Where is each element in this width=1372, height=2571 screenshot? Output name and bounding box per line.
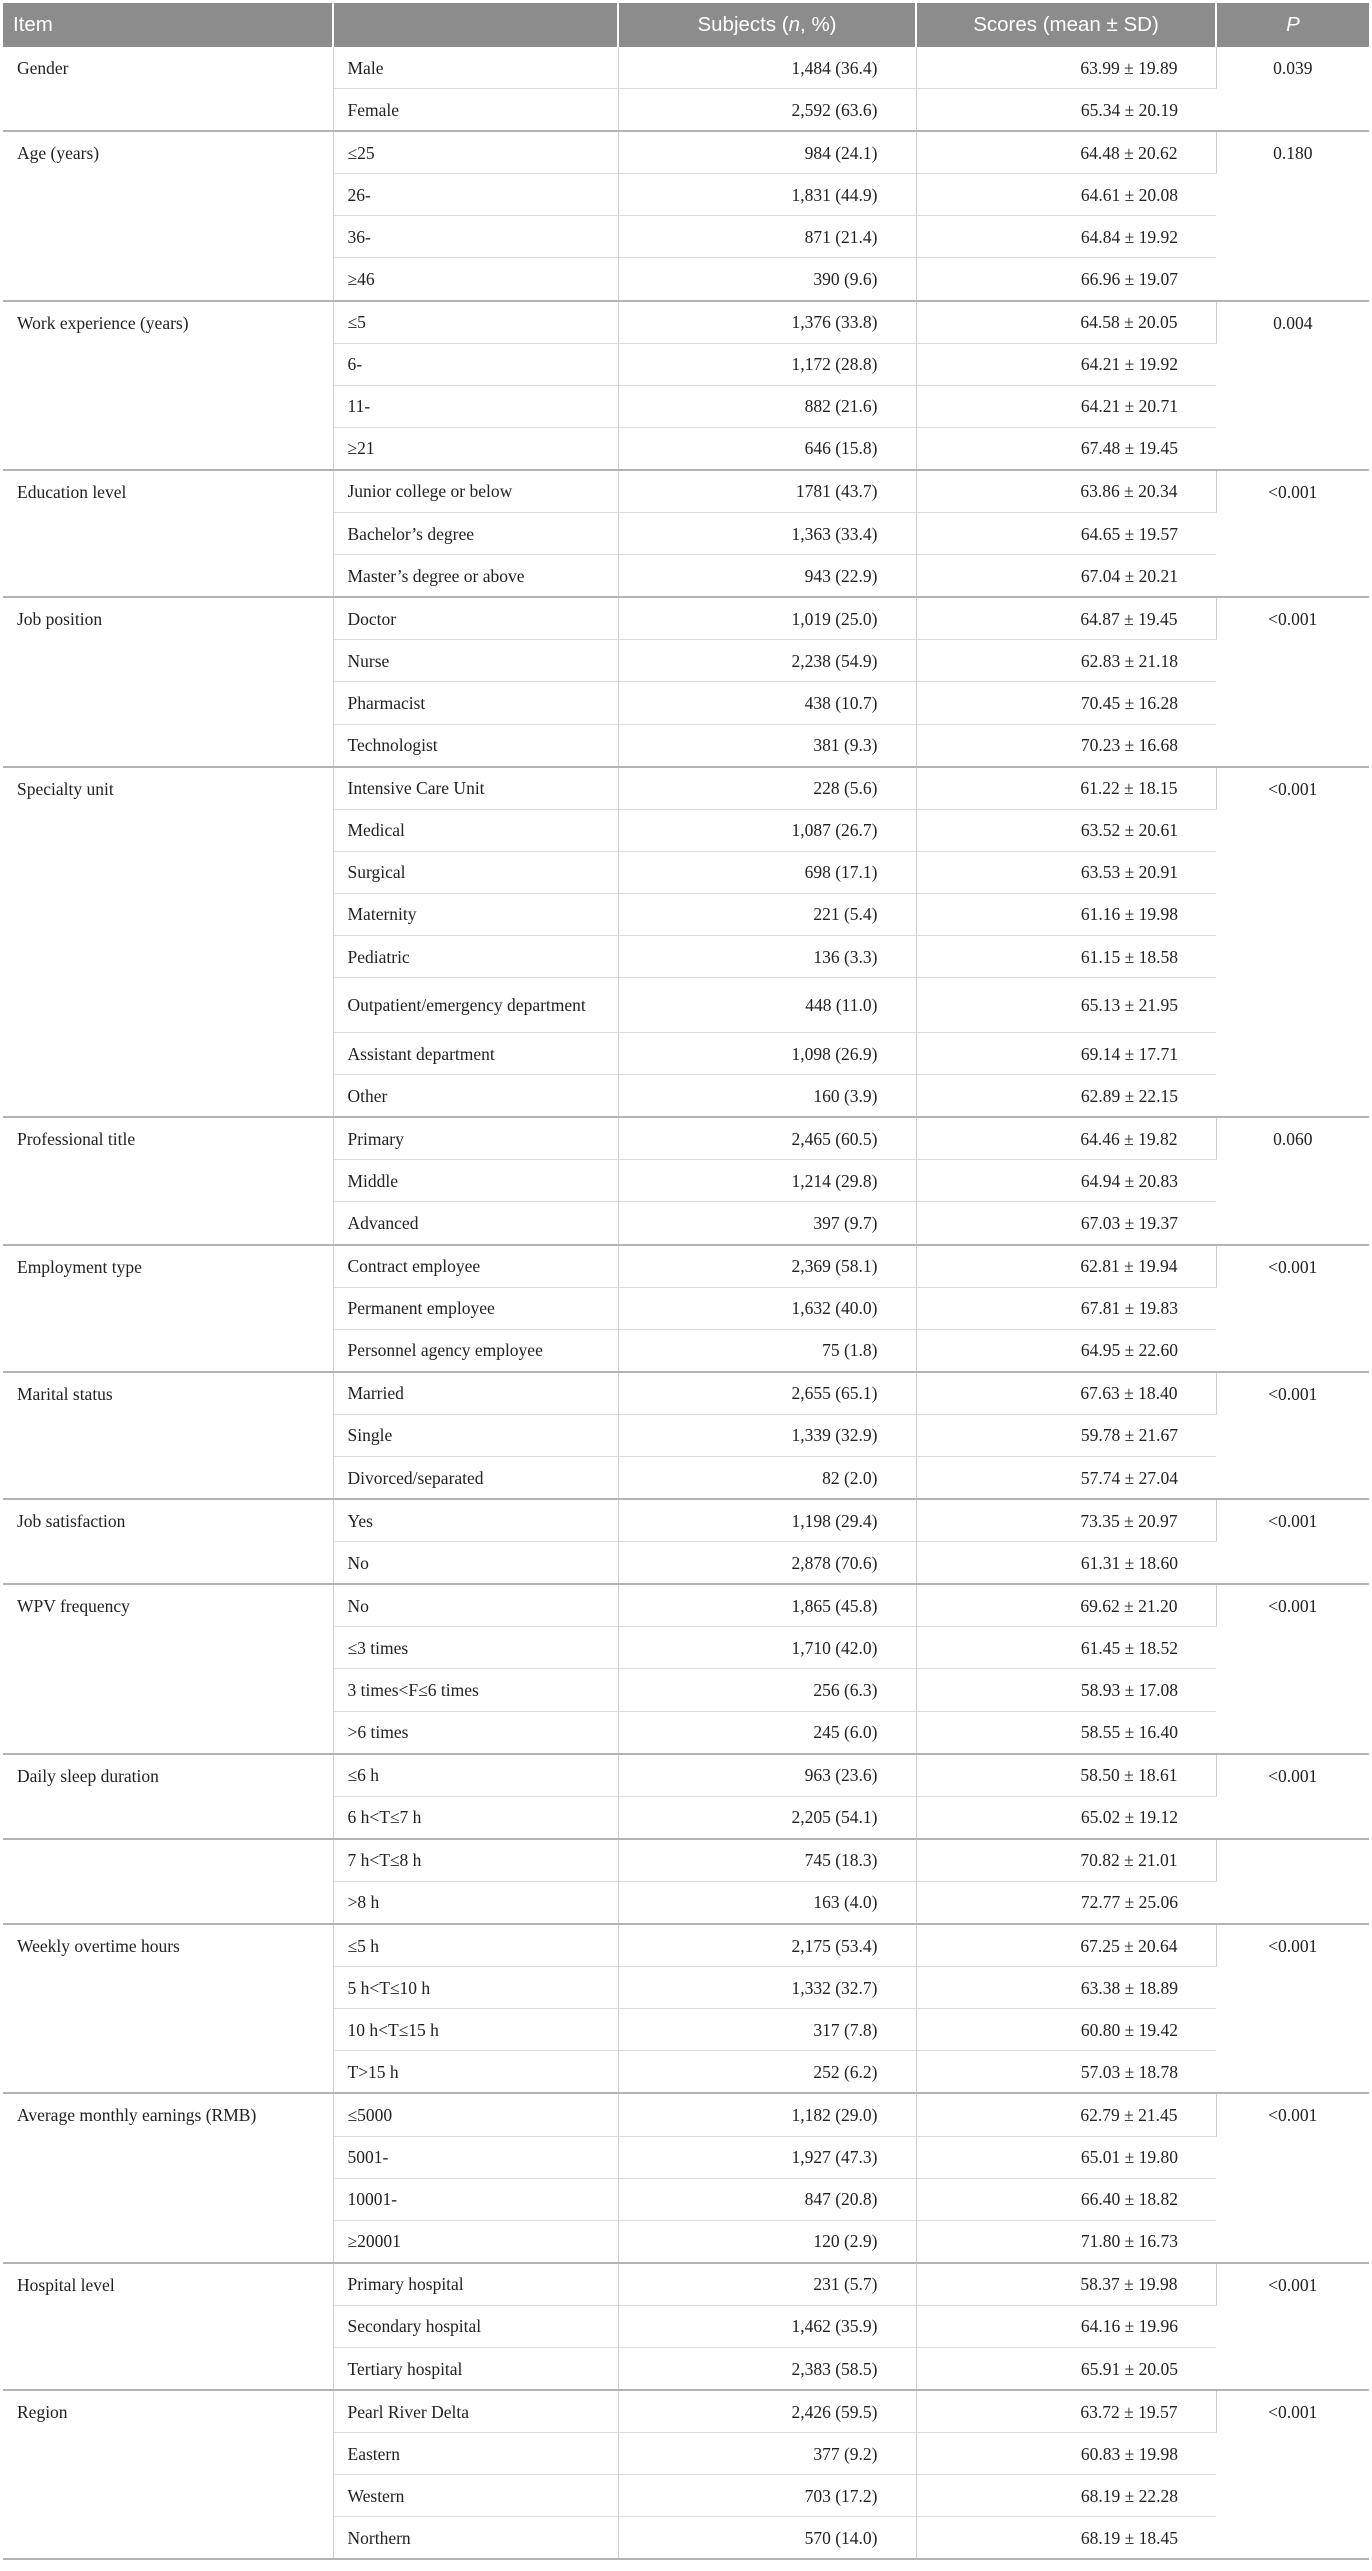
row-item-label: Region bbox=[3, 2390, 333, 2559]
row-scores: 63.52 ± 20.61 bbox=[916, 809, 1216, 851]
row-subjects: 1,214 (29.8) bbox=[618, 1160, 916, 1202]
row-p-value: <0.001 bbox=[1216, 470, 1369, 597]
table-row bbox=[3, 1924, 1369, 1967]
table-row bbox=[3, 1245, 1369, 1288]
row-scores: 61.15 ± 18.58 bbox=[916, 935, 1216, 977]
table-row bbox=[3, 2093, 1369, 2136]
row-subjects: 2,426 (59.5) bbox=[618, 2390, 916, 2433]
header-subjects bbox=[618, 3, 916, 47]
row-scores: 63.99 ± 19.89 bbox=[916, 47, 1216, 89]
row-subjects: 231 (5.7) bbox=[618, 2263, 916, 2306]
row-category: Maternity bbox=[333, 893, 618, 935]
row-scores: 64.48 ± 20.62 bbox=[916, 131, 1216, 174]
row-subjects: 1,198 (29.4) bbox=[618, 1499, 916, 1542]
row-subjects: 703 (17.2) bbox=[618, 2475, 916, 2517]
row-subjects: 2,878 (70.6) bbox=[618, 1542, 916, 1585]
row-item-label: Gender bbox=[3, 47, 333, 131]
row-scores: 58.37 ± 19.98 bbox=[916, 2263, 1216, 2306]
row-scores: 58.50 ± 18.61 bbox=[916, 1754, 1216, 1797]
row-scores: 64.95 ± 22.60 bbox=[916, 1329, 1216, 1372]
row-category: ≥46 bbox=[333, 258, 618, 301]
row-p-value: 0.060 bbox=[1216, 1117, 1369, 1244]
row-scores: 67.48 ± 19.45 bbox=[916, 427, 1216, 470]
row-p-value: <0.001 bbox=[1216, 1372, 1369, 1499]
row-item-label: Education level bbox=[3, 470, 333, 597]
row-scores: 66.96 ± 19.07 bbox=[916, 258, 1216, 301]
row-category: Western bbox=[333, 2475, 618, 2517]
row-category: 7 h<T≤8 h bbox=[333, 1839, 618, 1882]
row-category: Pharmacist bbox=[333, 682, 618, 724]
row-subjects: 2,383 (58.5) bbox=[618, 2347, 916, 2390]
row-category: Married bbox=[333, 1372, 618, 1415]
row-category: ≤5 bbox=[333, 301, 618, 344]
table-row bbox=[3, 47, 1369, 89]
row-scores: 67.63 ± 18.40 bbox=[916, 1372, 1216, 1415]
row-category: Yes bbox=[333, 1499, 618, 1542]
table-row bbox=[3, 1754, 1369, 1797]
table-body bbox=[3, 47, 1369, 2559]
row-subjects: 1,831 (44.9) bbox=[618, 174, 916, 216]
row-category: Medical bbox=[333, 809, 618, 851]
row-category: Personnel agency employee bbox=[333, 1329, 618, 1372]
row-scores: 65.02 ± 19.12 bbox=[916, 1796, 1216, 1839]
row-item-label: Average monthly earnings (RMB) bbox=[3, 2093, 333, 2262]
row-subjects: 317 (7.8) bbox=[618, 2009, 916, 2051]
header-item: Item bbox=[3, 3, 333, 47]
row-p-value: <0.001 bbox=[1216, 1584, 1369, 1753]
row-scores: 60.83 ± 19.98 bbox=[916, 2433, 1216, 2475]
row-p-value: <0.001 bbox=[1216, 1754, 1369, 1839]
row-category: Pearl River Delta bbox=[333, 2390, 618, 2433]
row-category: Pediatric bbox=[333, 935, 618, 977]
row-scores: 61.16 ± 19.98 bbox=[916, 893, 1216, 935]
table-row bbox=[3, 2263, 1369, 2306]
row-scores: 58.55 ± 16.40 bbox=[916, 1711, 1216, 1754]
row-category: Female bbox=[333, 89, 618, 132]
row-category: 36- bbox=[333, 216, 618, 258]
row-subjects: 1,087 (26.7) bbox=[618, 809, 916, 851]
row-scores: 64.87 ± 19.45 bbox=[916, 597, 1216, 640]
row-subjects: 943 (22.9) bbox=[618, 555, 916, 598]
row-category: ≤5000 bbox=[333, 2093, 618, 2136]
row-subjects: 160 (3.9) bbox=[618, 1075, 916, 1118]
row-subjects: 2,175 (53.4) bbox=[618, 1924, 916, 1967]
row-category: 10 h<T≤15 h bbox=[333, 2009, 618, 2051]
row-scores: 67.81 ± 19.83 bbox=[916, 1287, 1216, 1329]
row-item-label: Job satisfaction bbox=[3, 1499, 333, 1584]
row-subjects: 438 (10.7) bbox=[618, 682, 916, 724]
row-scores: 59.78 ± 21.67 bbox=[916, 1414, 1216, 1456]
row-scores: 63.53 ± 20.91 bbox=[916, 851, 1216, 893]
row-category: Doctor bbox=[333, 597, 618, 640]
row-scores: 64.46 ± 19.82 bbox=[916, 1117, 1216, 1160]
row-scores: 65.34 ± 20.19 bbox=[916, 89, 1216, 132]
row-category: Permanent employee bbox=[333, 1287, 618, 1329]
row-scores: 62.89 ± 22.15 bbox=[916, 1075, 1216, 1118]
row-category: Technologist bbox=[333, 724, 618, 767]
row-subjects: 1,376 (33.8) bbox=[618, 301, 916, 344]
row-category: ≤3 times bbox=[333, 1627, 618, 1669]
row-category: 5 h<T≤10 h bbox=[333, 1967, 618, 2009]
row-subjects: 646 (15.8) bbox=[618, 427, 916, 470]
row-category: No bbox=[333, 1584, 618, 1627]
row-subjects: 448 (11.0) bbox=[618, 978, 916, 1033]
header-category bbox=[333, 3, 618, 47]
row-item-label: Marital status bbox=[3, 1372, 333, 1499]
row-subjects: 1,710 (42.0) bbox=[618, 1627, 916, 1669]
header-scores: Scores (mean ± SD) bbox=[916, 3, 1216, 47]
header-subjects-n: n bbox=[788, 13, 801, 36]
row-category: Nurse bbox=[333, 640, 618, 682]
table-row bbox=[3, 767, 1369, 810]
row-scores: 61.22 ± 18.15 bbox=[916, 767, 1216, 810]
row-category: Other bbox=[333, 1075, 618, 1118]
row-category: 6- bbox=[333, 343, 618, 385]
row-scores: 61.45 ± 18.52 bbox=[916, 1627, 1216, 1669]
row-category: ≥20001 bbox=[333, 2220, 618, 2263]
row-subjects: 1,019 (25.0) bbox=[618, 597, 916, 640]
row-subjects: 1,182 (29.0) bbox=[618, 2093, 916, 2136]
table-row bbox=[3, 2390, 1369, 2433]
row-scores: 65.01 ± 19.80 bbox=[916, 2136, 1216, 2178]
row-subjects: 245 (6.0) bbox=[618, 1711, 916, 1754]
row-subjects: 2,205 (54.1) bbox=[618, 1796, 916, 1839]
row-item-label: Work experience (years) bbox=[3, 301, 333, 470]
row-category: Male bbox=[333, 47, 618, 89]
row-subjects: 2,238 (54.9) bbox=[618, 640, 916, 682]
row-scores: 62.83 ± 21.18 bbox=[916, 640, 1216, 682]
row-scores: 71.80 ± 16.73 bbox=[916, 2220, 1216, 2263]
row-subjects: 1,927 (47.3) bbox=[618, 2136, 916, 2178]
row-subjects: 1,363 (33.4) bbox=[618, 513, 916, 555]
row-category: Eastern bbox=[333, 2433, 618, 2475]
row-scores: 67.03 ± 19.37 bbox=[916, 1202, 1216, 1245]
row-scores: 57.74 ± 27.04 bbox=[916, 1457, 1216, 1500]
table-row bbox=[3, 1372, 1369, 1415]
row-subjects: 75 (1.8) bbox=[618, 1329, 916, 1372]
row-scores: 68.19 ± 22.28 bbox=[916, 2475, 1216, 2517]
row-scores: 63.38 ± 18.89 bbox=[916, 1967, 1216, 2009]
row-category: Northern bbox=[333, 2517, 618, 2560]
row-subjects: 1781 (43.7) bbox=[618, 470, 916, 513]
row-subjects: 120 (2.9) bbox=[618, 2220, 916, 2263]
row-subjects: 377 (9.2) bbox=[618, 2433, 916, 2475]
row-item-label: Job position bbox=[3, 597, 333, 766]
row-subjects: 82 (2.0) bbox=[618, 1457, 916, 1500]
row-scores: 68.19 ± 18.45 bbox=[916, 2517, 1216, 2560]
row-scores: 69.14 ± 17.71 bbox=[916, 1033, 1216, 1075]
row-p-value: <0.001 bbox=[1216, 1499, 1369, 1584]
row-scores: 60.80 ± 19.42 bbox=[916, 2009, 1216, 2051]
row-category: 5001- bbox=[333, 2136, 618, 2178]
row-subjects: 698 (17.1) bbox=[618, 851, 916, 893]
row-p-value: <0.001 bbox=[1216, 2390, 1369, 2559]
row-category: Junior college or below bbox=[333, 470, 618, 513]
row-scores: 64.21 ± 19.92 bbox=[916, 343, 1216, 385]
row-scores: 62.79 ± 21.45 bbox=[916, 2093, 1216, 2136]
row-subjects: 963 (23.6) bbox=[618, 1754, 916, 1797]
row-scores: 67.25 ± 20.64 bbox=[916, 1924, 1216, 1967]
row-category: >6 times bbox=[333, 1711, 618, 1754]
row-subjects: 2,592 (63.6) bbox=[618, 89, 916, 132]
row-p-value: <0.001 bbox=[1216, 1924, 1369, 2093]
row-subjects: 2,465 (60.5) bbox=[618, 1117, 916, 1160]
row-p-value: <0.001 bbox=[1216, 2093, 1369, 2262]
row-subjects: 256 (6.3) bbox=[618, 1669, 916, 1711]
row-item-label: Specialty unit bbox=[3, 767, 333, 1118]
row-p-value: 0.004 bbox=[1216, 301, 1369, 470]
row-scores: 70.82 ± 21.01 bbox=[916, 1839, 1216, 1882]
row-scores: 65.91 ± 20.05 bbox=[916, 2347, 1216, 2390]
row-subjects: 1,339 (32.9) bbox=[618, 1414, 916, 1456]
row-category: >8 h bbox=[333, 1881, 618, 1924]
row-p-value: <0.001 bbox=[1216, 767, 1369, 1118]
header-row bbox=[3, 3, 1369, 47]
row-scores: 63.72 ± 19.57 bbox=[916, 2390, 1216, 2433]
row-scores: 64.94 ± 20.83 bbox=[916, 1160, 1216, 1202]
row-item-label: Age (years) bbox=[3, 131, 333, 300]
row-category: No bbox=[333, 1542, 618, 1585]
row-category: Outpatient/emergency department bbox=[333, 978, 618, 1033]
row-category: 6 h<T≤7 h bbox=[333, 1796, 618, 1839]
row-scores: 64.84 ± 19.92 bbox=[916, 216, 1216, 258]
row-scores: 64.61 ± 20.08 bbox=[916, 174, 1216, 216]
row-item-label: Hospital level bbox=[3, 2263, 333, 2390]
row-category: Bachelor’s degree bbox=[333, 513, 618, 555]
row-subjects: 252 (6.2) bbox=[618, 2051, 916, 2094]
row-category: 10001- bbox=[333, 2178, 618, 2220]
row-category: Contract employee bbox=[333, 1245, 618, 1288]
row-subjects: 984 (24.1) bbox=[618, 131, 916, 174]
row-category: 26- bbox=[333, 174, 618, 216]
row-subjects: 1,332 (32.7) bbox=[618, 1967, 916, 2009]
row-p-value: <0.001 bbox=[1216, 597, 1369, 766]
table-header bbox=[3, 3, 1369, 47]
row-item-label: Professional title bbox=[3, 1117, 333, 1244]
row-item-label: Employment type bbox=[3, 1245, 333, 1372]
row-scores: 67.04 ± 20.21 bbox=[916, 555, 1216, 598]
row-p-value: 0.039 bbox=[1216, 47, 1369, 131]
row-category: Surgical bbox=[333, 851, 618, 893]
row-subjects: 228 (5.6) bbox=[618, 767, 916, 810]
row-scores: 58.93 ± 17.08 bbox=[916, 1669, 1216, 1711]
table-row bbox=[3, 1839, 1369, 1882]
row-category: ≥21 bbox=[333, 427, 618, 470]
row-category: Tertiary hospital bbox=[333, 2347, 618, 2390]
row-subjects: 1,484 (36.4) bbox=[618, 47, 916, 89]
row-category: Secondary hospital bbox=[333, 2305, 618, 2347]
row-scores: 73.35 ± 20.97 bbox=[916, 1499, 1216, 1542]
row-subjects: 1,098 (26.9) bbox=[618, 1033, 916, 1075]
row-category: Assistant department bbox=[333, 1033, 618, 1075]
row-category: Middle bbox=[333, 1160, 618, 1202]
table-row bbox=[3, 301, 1369, 344]
row-subjects: 1,865 (45.8) bbox=[618, 1584, 916, 1627]
row-item-label: Weekly overtime hours bbox=[3, 1924, 333, 2093]
row-subjects: 745 (18.3) bbox=[618, 1839, 916, 1882]
header-subjects-prefix: Subjects ( bbox=[697, 13, 789, 36]
row-scores: 66.40 ± 18.82 bbox=[916, 2178, 1216, 2220]
table-row bbox=[3, 470, 1369, 513]
table-row bbox=[3, 1584, 1369, 1627]
row-category: T>15 h bbox=[333, 2051, 618, 2094]
row-scores: 69.62 ± 21.20 bbox=[916, 1584, 1216, 1627]
row-scores: 63.86 ± 20.34 bbox=[916, 470, 1216, 513]
row-item-label bbox=[3, 1839, 333, 1924]
table-row bbox=[3, 1117, 1369, 1160]
row-category: Primary hospital bbox=[333, 2263, 618, 2306]
row-category: Advanced bbox=[333, 1202, 618, 1245]
row-category: Primary bbox=[333, 1117, 618, 1160]
row-scores: 72.77 ± 25.06 bbox=[916, 1881, 1216, 1924]
row-category: 3 times<F≤6 times bbox=[333, 1669, 618, 1711]
row-scores: 64.58 ± 20.05 bbox=[916, 301, 1216, 344]
row-scores: 65.13 ± 21.95 bbox=[916, 978, 1216, 1033]
row-p-value: 0.180 bbox=[1216, 131, 1369, 300]
row-scores: 70.23 ± 16.68 bbox=[916, 724, 1216, 767]
row-category: Divorced/separated bbox=[333, 1457, 618, 1500]
row-item-label: WPV frequency bbox=[3, 1584, 333, 1753]
row-category: ≤25 bbox=[333, 131, 618, 174]
row-subjects: 2,655 (65.1) bbox=[618, 1372, 916, 1415]
row-p-value bbox=[1216, 1839, 1369, 1924]
row-scores: 70.45 ± 16.28 bbox=[916, 682, 1216, 724]
row-category: ≤5 h bbox=[333, 1924, 618, 1967]
row-subjects: 221 (5.4) bbox=[618, 893, 916, 935]
row-subjects: 397 (9.7) bbox=[618, 1202, 916, 1245]
row-subjects: 1,632 (40.0) bbox=[618, 1287, 916, 1329]
row-scores: 61.31 ± 18.60 bbox=[916, 1542, 1216, 1585]
table-row bbox=[3, 597, 1369, 640]
row-p-value: <0.001 bbox=[1216, 2263, 1369, 2390]
row-category: Single bbox=[333, 1414, 618, 1456]
row-subjects: 2,369 (58.1) bbox=[618, 1245, 916, 1288]
row-category: ≤6 h bbox=[333, 1754, 618, 1797]
table-row bbox=[3, 1499, 1369, 1542]
row-subjects: 882 (21.6) bbox=[618, 385, 916, 427]
row-p-value: <0.001 bbox=[1216, 1245, 1369, 1372]
row-scores: 64.21 ± 20.71 bbox=[916, 385, 1216, 427]
row-subjects: 163 (4.0) bbox=[618, 1881, 916, 1924]
row-subjects: 1,172 (28.8) bbox=[618, 343, 916, 385]
header-subjects-suffix: , %) bbox=[800, 13, 837, 36]
row-subjects: 1,462 (35.9) bbox=[618, 2305, 916, 2347]
row-scores: 62.81 ± 19.94 bbox=[916, 1245, 1216, 1288]
row-category: 11- bbox=[333, 385, 618, 427]
header-p-value: P bbox=[1216, 3, 1369, 47]
row-subjects: 136 (3.3) bbox=[618, 935, 916, 977]
row-scores: 57.03 ± 18.78 bbox=[916, 2051, 1216, 2094]
row-subjects: 570 (14.0) bbox=[618, 2517, 916, 2560]
row-category: Intensive Care Unit bbox=[333, 767, 618, 810]
row-category: Master’s degree or above bbox=[333, 555, 618, 598]
table-row bbox=[3, 131, 1369, 174]
row-subjects: 847 (20.8) bbox=[618, 2178, 916, 2220]
row-subjects: 871 (21.4) bbox=[618, 216, 916, 258]
row-subjects: 390 (9.6) bbox=[618, 258, 916, 301]
row-scores: 64.65 ± 19.57 bbox=[916, 513, 1216, 555]
data-table bbox=[3, 3, 1369, 2560]
row-item-label: Daily sleep duration bbox=[3, 1754, 333, 1839]
row-subjects: 381 (9.3) bbox=[618, 724, 916, 767]
row-scores: 64.16 ± 19.96 bbox=[916, 2305, 1216, 2347]
